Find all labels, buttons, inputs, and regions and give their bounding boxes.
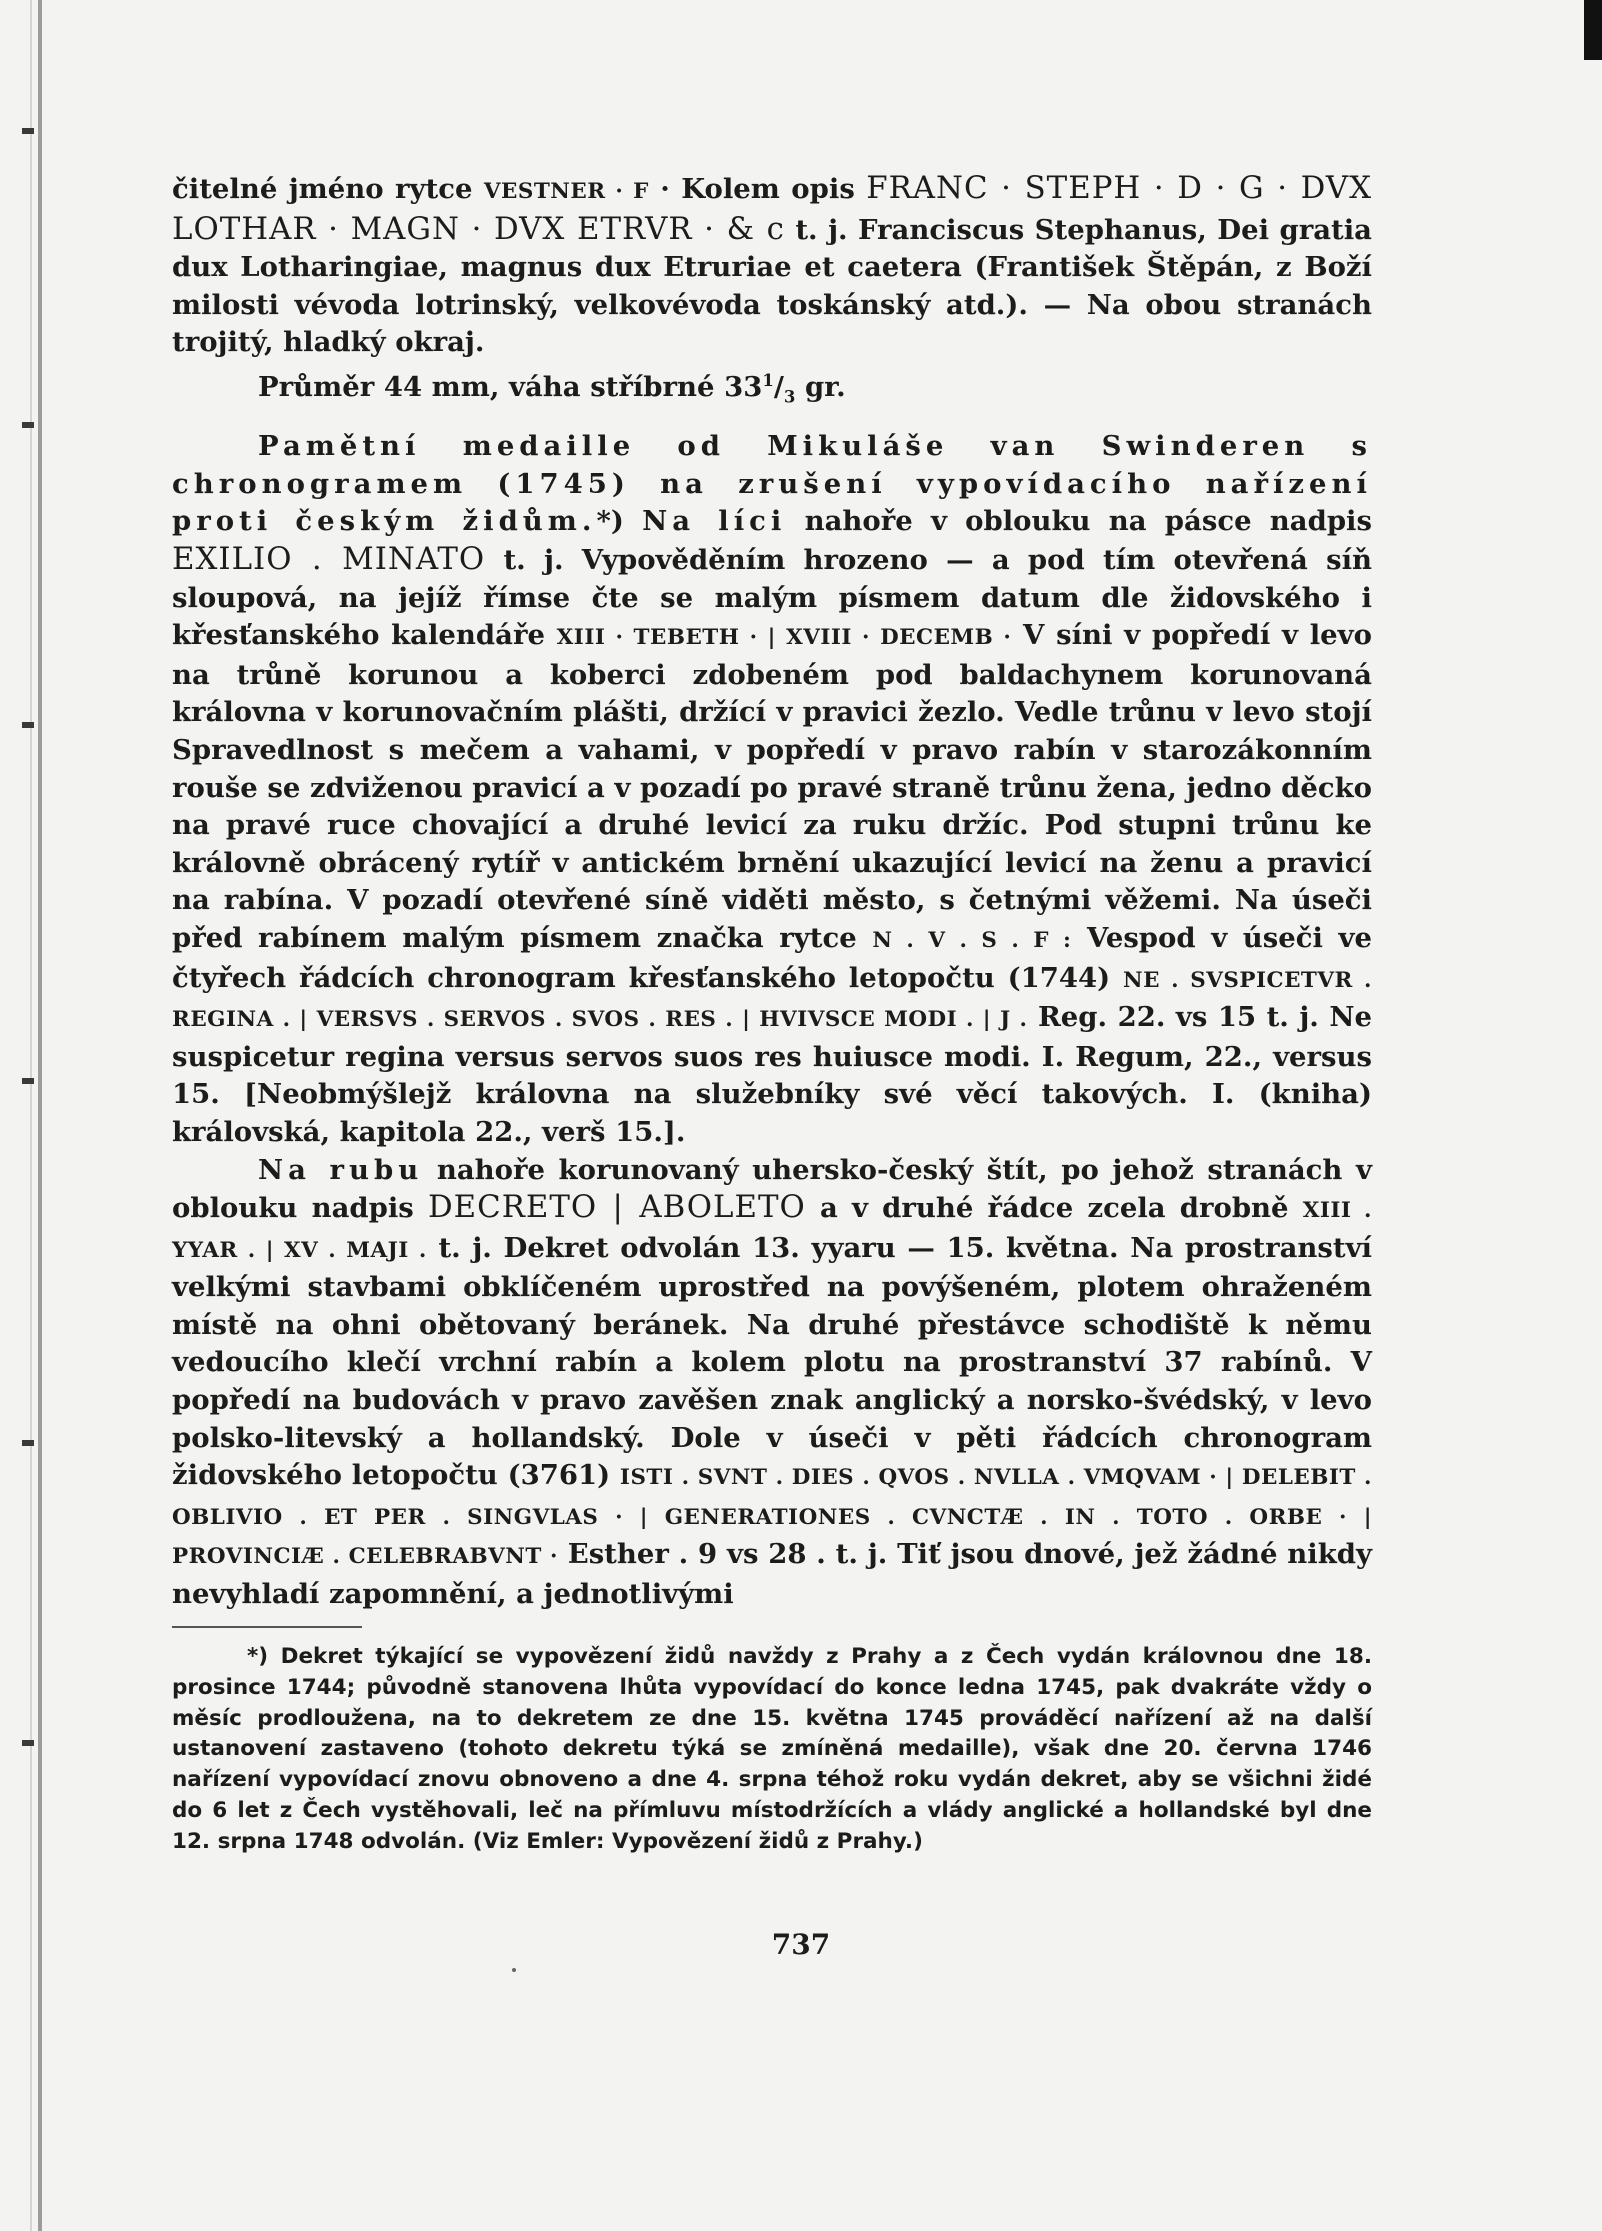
scan-corner (1584, 0, 1602, 60)
edge-mark (22, 722, 34, 728)
text-run: V síni v popředí v levo na trůně korunou a koberci zdobeném pod baldachynem korunovaná královna v korunovačním plášti, držící v pravici žezlo. Vedle trůnu v levo stojí Spravedlnost s mečem a vahami, v popředí v pravo rabín v starozákonním rouše se zdviženou pravicí a v pozadí po pravé straně trůnu žena, jedno děcko na pravé ruce chovající a druhé levicí za ruku držíc. Pod stupni trůnu ke královně obrácený rytíř v antickém brnění ukazující levicí na ženu a pravicí na rabína. V pozadí otevřené síně viděti město, s četnými věžemi. Na úseči před rabínem malým písmem značka rytce (172, 619, 1372, 954)
text-run: nahoře v oblouku na pásce nadpis (786, 505, 1372, 538)
body-paragraph (172, 1152, 1372, 1614)
body-paragraph: Průměr 44 mm, váha stříbrné $33^1/_3$ gr. (258, 370, 846, 407)
text-run: t. j. Dekret odvolán 13. yyaru — 15. května. Na prostranství velkými stavbami obklíčeném uprostřed na povýšeném, plotem ohraženém místě na ohni obětovaný beránek. Na druhé přestávce schodiště k němu vedoucího klečí vrchní rabín a kolem plotu na prostranství 37 rabínů. V popředí na budovách v pravo zavěšen znak anglický a norsko-švédský, v levo polsko-litevský a hollandský. Dole v úseči v pěti řádcích chronogram židovského letopočtu (3761) (172, 1231, 1372, 1492)
text-sc: XIII . YYAR . | XV . MAJI . (172, 1198, 1372, 1263)
body-text (172, 170, 1372, 1614)
page-shadow-line (30, 0, 32, 2231)
page-binding-edge (38, 0, 42, 2231)
body-paragraph (172, 170, 1372, 362)
text-caps: EXILIO . MINATO (172, 541, 486, 577)
footnote-rule (172, 1626, 362, 1628)
text-sp: Na rubu (258, 1153, 424, 1186)
text-run: t. j. Vypověděním hrozeno — a pod tím otevřená síň sloupová, na jejíž římse čte se malým písmem datum dle židovského i křesťanského kalendáře (172, 544, 1373, 652)
text-run: a v druhé řádce zcela drobně (805, 1192, 1303, 1225)
text-caps: DECRETO | ABOLETO (427, 1189, 806, 1226)
text-run: · Kolem opis (648, 173, 867, 205)
text-run: Esther . 9 vs 28 . t. j. Tiť jsou dnové, jež žádné nikdy nevyhladí zapomnění, a jednotlivými (172, 1538, 1373, 1611)
text-run: Vespod v úseči ve čtyřech řádcích chronogram křesťanského letopočtu (1744) (172, 921, 1372, 994)
text-sc: XIII · TEBETH · | XVIII · DECEMB · (556, 625, 1012, 651)
edge-mark (22, 422, 34, 428)
speck (512, 1968, 516, 1972)
text-run: gr. (795, 371, 846, 404)
edge-mark (22, 1078, 34, 1084)
text-run: *) (596, 505, 643, 538)
edge-mark (22, 1440, 34, 1446)
text-sc: ISTI . SVNT . DIES . QVOS . NVLLA . VMQVAM · | DELEBIT . OBLIVIO . ET PER . SINGVLAS · | GENERATIONES . CVNCTÆ . IN . TOTO . ORBE · | PROVINCIÆ . CELEBRABVNT · (172, 1465, 1372, 1570)
footnote-text: *) Dekret týkající se vypovězení židů navždy z Prahy a z Čech vydán královnou dne 18. prosince 1744; původně stanovena lhůta vypovídací do konce ledna 1745, pak dvakráte vždy o měsíc prodloužena, na to dekretem ze dne 15. května 1745 prováděcí nařízení až na další ustanovení zastaveno (tohoto dekretu týká se zmíněná medaille), však dne 20. června 1746 nařízení vypovídací znovu obnoveno a dne 4. srpna téhož roku vydán dekret, aby se všichni židé do 6 let z Čech vystěhovali, leč na přímluvu místodržících a vlády anglické a hollandské byl dne 12. srpna 1748 odvolán. (Viz Emler: Vypovězení židů z Prahy.) (172, 1644, 1372, 1854)
text-run: čitelné jméno rytce (172, 173, 484, 205)
text-sc: VESTNER · F (483, 179, 649, 204)
text-run: Průměr 44 mm, váha stříbrné 33 (258, 371, 763, 404)
text-sp: Pamětní medaille od Mikuláše van Swinderen s chronogramem (1745) na zrušení vypovídacího nařízení proti českým židům. (172, 430, 1372, 538)
text-run: t. j. Franciscus Stephanus, Dei gratia dux Lotharingiae, magnus dux Etruriae et caetera (František Štěpán, z Boží milosti vévoda lotrinský, velkovévoda toskánský atd.). — Na obou stranách trojitý, hladký okraj. (172, 213, 1372, 359)
fraction: 1 (762, 370, 774, 390)
text-sc: NE . SVSPICETVR . REGINA . | VERSVS . SERVOS . SVOS . RES . | HVIVSCE MODI . | J . (172, 967, 1372, 1033)
footnote (172, 1642, 1372, 1858)
text-sp: Na líci (642, 505, 787, 538)
edge-mark (22, 128, 34, 134)
text-run: Reg. 22. vs 15 t. j. Ne suspicetur regina versus servos suos res huiusce modi. I. Regum, 22., versus 15. [Neobmýšlejž královna na služebníky své věcí takových. I. (kniha) královská, kapitola 22., verš 15.]. (172, 1001, 1372, 1148)
text-sc: N . V . S . F : (872, 927, 1072, 953)
text-run: nahoře korunovaný uhersko-český štít, po jehož stranách v oblouku nadpis (172, 1153, 1372, 1225)
edge-mark (22, 1740, 34, 1746)
text-caps: FRANC · STEPH · D · G · DVX LOTHAR · MAGN · DVX ETRVR · & c (172, 170, 1372, 247)
page-number: 737 (771, 1928, 831, 1961)
body-paragraph (172, 428, 1372, 1151)
